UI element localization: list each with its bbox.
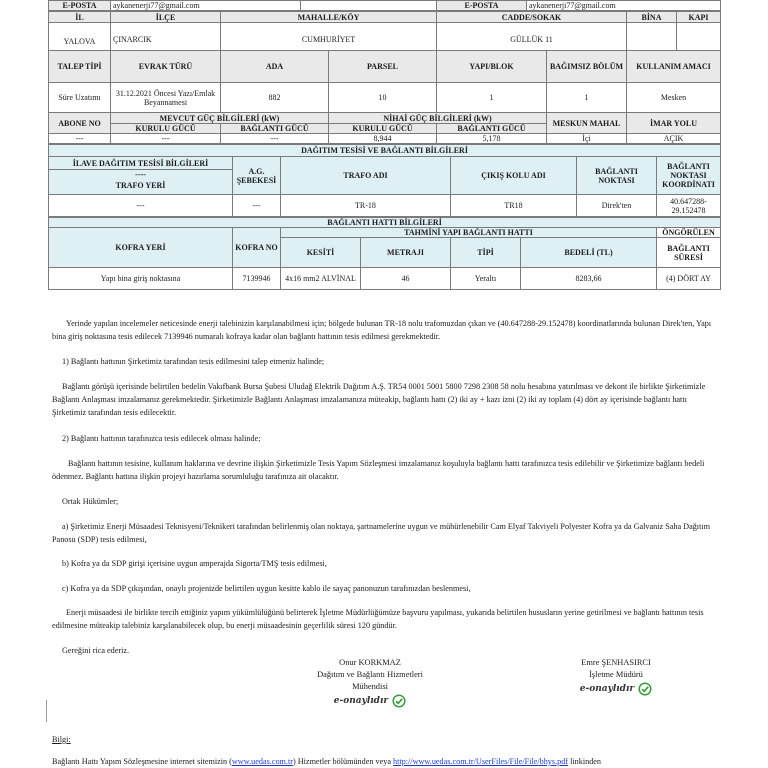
footer-info <box>52 755 722 768</box>
paragraph-intro: Yerinde yapılan incelemeler neticesinde enerji talebinizin karşılanabilmesi için; bölgede bulunan TR-18 nolu trafomuzdan çıkan ve (40.647288-29.152478) koordinatlarında bulunan Direk'ten, Yapı bina giriş noktasına tesis edilecek 7139946 numaralı kofraya kadar olan bağlantı hattının tesis edilmesi gerekmektedir. <box>52 319 712 341</box>
signer-name-left: Onur KORKMAZ <box>339 658 401 667</box>
meskun-label: MESKUN MAHAL <box>547 113 627 134</box>
address-value: GÜLLÜK 11 <box>437 23 627 61</box>
metraj-value: 46 <box>361 268 451 290</box>
address-header: MAHALLE/KÖY <box>221 12 437 23</box>
signer-title-left-2: Mühendisi <box>352 682 388 691</box>
nihai-kurulu-value: 8,944 <box>329 134 437 144</box>
paragraph-option-1: 1) Bağlantı hattının Şirketimiz tarafından tesis edilmesini talep etmeniz halinde; <box>62 357 325 366</box>
signer-title-right: İşletme Müdürü <box>589 670 643 679</box>
cikis-value: TR18 <box>451 195 577 217</box>
check-circle-icon <box>392 694 406 708</box>
email-label-1: E-POSTA <box>49 1 111 11</box>
line-table <box>48 217 721 290</box>
e-approval-stamp-right: e-onaylıdır <box>579 683 635 694</box>
request-value: 31.12.2021 Öncesi Yazı/Emlak Beyannamesi <box>111 83 221 113</box>
footer-text-2: ) Hizmetler bölümünden veya <box>292 757 394 766</box>
paragraph-common: Ortak Hükümler; <box>62 497 119 506</box>
kesit-value: 4x16 mm2 ALVİNAL <box>281 268 361 290</box>
email-value-1: aykanenerji77@gmail.com <box>111 1 301 11</box>
sure-label: BAĞLANTI SÜRESİ <box>657 238 721 268</box>
ag-label: A.G. ŞEBEKESİ <box>233 157 281 195</box>
address-value: YALOVA <box>49 23 111 61</box>
koord-label: BAĞLANTI NOKTASI KOORDİNATI <box>657 157 721 195</box>
ongorulen-label: ÖNGÖRÜLEN <box>657 228 721 238</box>
mevcut-kurulu-value: --- <box>111 134 221 144</box>
address-value: CUMHURİYET <box>221 23 437 61</box>
nokta-label: BAĞLANTI NOKTASI <box>577 157 657 195</box>
bilgi-section <box>52 733 716 746</box>
request-header: ADA <box>221 51 329 83</box>
address-header: BİNA <box>627 12 677 23</box>
ilave-cell <box>49 157 233 195</box>
signer-name-right: Emre ŞENHASIRCI <box>581 658 651 667</box>
koord-value: 40.647288-29.152478 <box>657 195 721 217</box>
kofra-no-value: 7139946 <box>233 268 281 290</box>
paragraph-item-a: a) Şirketimiz Enerji Müsaadesi Teknisyeni/Teknikeri tarafından belirlenmiş olan noktaya, şartnamelerine uygun ve mühürlenebilir Cam Elyaf Takviyeli Polyester Kofra ya da Galvaniz Saha Dağıtım Panosu (SDP) tesis edilmesi, <box>52 522 711 544</box>
mevcut-label: MEVCUT GÜÇ BİLGİLERİ (kW) <box>111 113 329 124</box>
signer-title-left-1: Dağıtım ve Bağlantı Hizmetleri <box>317 670 423 679</box>
bedel-label: BEDELİ (TL) <box>521 238 657 268</box>
power-table <box>48 112 721 144</box>
request-value: 1 <box>547 83 627 113</box>
paragraph-closing: Gereğini rica ederiz. <box>62 646 130 655</box>
mevcut-baglanti-value: --- <box>221 134 329 144</box>
email-label-2: E-POSTA <box>437 1 527 11</box>
cikis-label: ÇIKIŞ KOLU ADI <box>451 157 577 195</box>
paragraph-contract: Bağlantı hattının tesisine, kullanım haklarına ve devrine ilişkin Şirketimizle Tesis Yapım Sözleşmesi imzalamanız koşuluyla bağlantı hattı tarafınızca tesis edilebilir ve Şirketimize bağlantı bedeli ödenmez. Bağlantı hattına ilişkin projeyi hazırlama sorumluluğu tarafınıza ait olacaktır. <box>52 459 705 481</box>
nihai-baglanti-label: BAĞLANTI GÜCÜ <box>437 124 547 134</box>
abone-label: ABONE NO <box>49 113 111 134</box>
paragraph-item-c: c) Kofra ya da SDP çıkışından, onaylı projenizde belirtilen uygun kesitte kablo ile sayaç panonuzun tarafınızdan beslenmesi, <box>62 584 471 593</box>
tipi-label: TİPİ <box>451 238 521 268</box>
ag-value: --- <box>233 195 281 217</box>
imar-value: AÇIK <box>627 134 721 144</box>
nihai-kurulu-label: KURULU GÜCÜ <box>329 124 437 134</box>
kesit-label: KESİTİ <box>281 238 361 268</box>
website-link[interactable]: www.uedas.com.tr <box>231 757 293 766</box>
request-value: 10 <box>329 83 437 113</box>
request-value: Süre Uzatımı <box>49 83 111 113</box>
request-value: 882 <box>221 83 329 113</box>
request-table <box>48 50 721 113</box>
bilgi-label: Bilgi: <box>52 735 71 744</box>
address-header: CADDE/SOKAK <box>437 12 627 23</box>
nihai-label: NİHAİ GÜÇ BİLGİLERİ (kW) <box>329 113 547 124</box>
kofra-yeri-label: KOFRA YERİ <box>49 228 233 268</box>
tipi-value: Yeraltı <box>451 268 521 290</box>
mevcut-baglanti-label: BAĞLANTI GÜCÜ <box>221 124 329 134</box>
distribution-table <box>48 144 721 217</box>
footer-text-1: Bağlantı Hattı Yapım Sözleşmesine internet sitemizin ( <box>52 757 232 766</box>
distribution-title: DAĞITIM TESİSİ VE BAĞLANTI BİLGİLERİ <box>49 145 721 157</box>
margin-marker <box>46 700 47 722</box>
address-header: İLÇE <box>111 12 221 23</box>
mevcut-kurulu-label: KURULU GÜCÜ <box>111 124 221 134</box>
paragraph-option-2: 2) Bağlantı hattının tarafınızca tesis edilecek olması halinde; <box>62 434 261 443</box>
trafo-yeri-value: --- <box>49 195 233 217</box>
abone-value: --- <box>49 134 111 144</box>
bedel-value: 8283,66 <box>521 268 657 290</box>
tahmini-label: TAHMİNİ YAPI BAĞLANTI HATTI <box>281 228 657 238</box>
e-approval-stamp-left: e-onaylıdır <box>333 695 389 706</box>
trafo-adi-value: TR-18 <box>281 195 451 217</box>
contract-pdf-link[interactable]: http://www.uedas.com.tr/UserFiles/File/File/bhys.pdf <box>393 757 569 766</box>
request-header: EVRAK TÜRÜ <box>111 51 221 83</box>
email-table <box>48 0 721 11</box>
sure-value: (4) DÖRT AY <box>657 268 721 290</box>
signature-left <box>290 657 450 708</box>
address-header: İL <box>49 12 111 23</box>
kofra-yeri-value: Yapı bina giriş noktasına <box>49 268 233 290</box>
request-value: Mesken <box>627 83 721 113</box>
paragraph-validity: Enerji müsaadesi ile birlikte tercih ettiğiniz yapım yükümlülüğünü belirterek İşletme Müdürlüğümüze başvuru yapılması, yukarıda belirtilen hususların yerine getirilmesi ve bağlantı hattının tesis edilmesine müteakip talebiniz karşılanabilecek olup, bu enerji müsaadesinin geçerlilik süresi 120 gündür. <box>52 608 704 630</box>
request-value: 1 <box>437 83 547 113</box>
request-header: BAĞIMSIZ BÖLÜM <box>547 51 627 83</box>
request-header: TALEP TİPİ <box>49 51 111 83</box>
meskun-value: İçi <box>547 134 627 144</box>
email-value-2: aykanenerji77@gmail.com <box>527 1 721 11</box>
ilave-dash: ---- <box>135 170 146 179</box>
paragraph-item-b: b) Kofra ya da SDP girişi içerisine uygun amperajda Sigorta/TMŞ tesis edilmesi, <box>62 559 327 568</box>
signature-right <box>536 657 696 696</box>
imar-label: İMAR YOLU <box>627 113 721 134</box>
trafo-yeri-label: TRAFO YERİ <box>115 181 166 190</box>
line-title: BAĞLANTI HATTI BİLGİLERİ <box>49 218 721 228</box>
metraj-label: METRAJI <box>361 238 451 268</box>
request-header: KULLANIM AMACI <box>627 51 721 83</box>
address-header: KAPI <box>677 12 721 23</box>
nokta-value: Direk'ten <box>577 195 657 217</box>
nihai-baglanti-value: 5,178 <box>437 134 547 144</box>
address-value: ÇINARCIK <box>111 23 221 61</box>
ilave-label: İLAVE DAĞITIM TESİSİ BİLGİLERİ <box>49 159 232 170</box>
trafo-adi-label: TRAFO ADI <box>281 157 451 195</box>
paragraph-payment: Bağlantı görüşü içerisinde belirtilen bedelin Vakıfbank Bursa Şubesi Uludağ Elektrik Dağıtım A.Ş. TR54 0001 5001 5800 7298 2308 58 nolu hesabına yatırılması ve dekont ile birlikte Şirketimizle Bağlantı Anlaşması imzalamanız gerekmektedir. Şirketimizle Bağlantı Anlaşması imzalamanıza müteakip, bağlantı hattı (2) iki ay + kazı izni (2) iki ay toplam (4) dört ay içerisinde bağlantı hattı Şirketimiz tarafından tesis edilecektir. <box>52 382 706 417</box>
footer-text-3: linkinden <box>568 757 602 766</box>
check-circle-icon <box>638 682 652 696</box>
request-header: PARSEL <box>329 51 437 83</box>
request-header: YAPI/BLOK <box>437 51 547 83</box>
kofra-no-label: KOFRA NO <box>233 228 281 268</box>
